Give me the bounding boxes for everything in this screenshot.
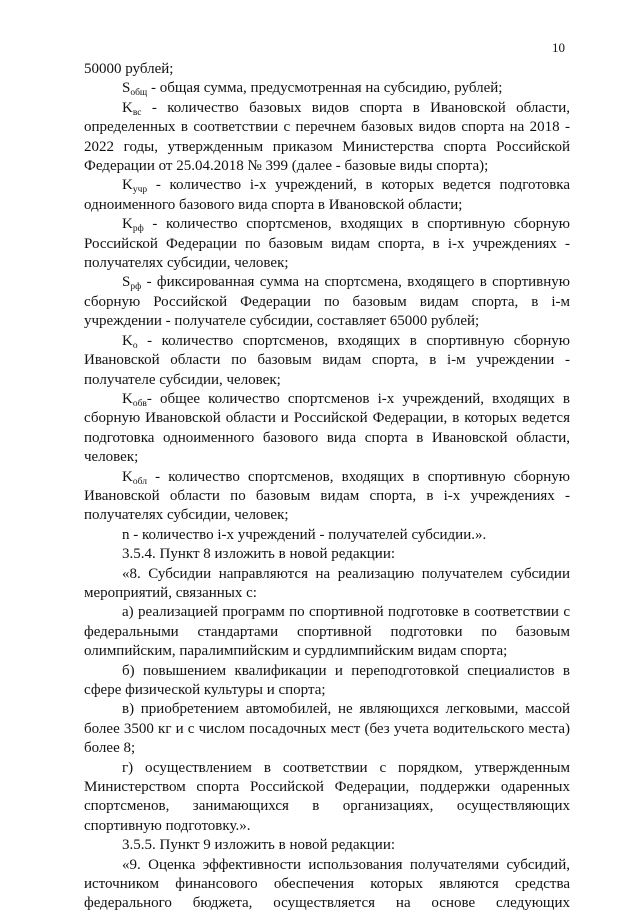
paragraph <box>84 60 570 79</box>
paragraph-text: K <box>122 216 133 233</box>
paragraph <box>84 332 570 390</box>
paragraph-text: «8. Субсидии направляются на реализацию получателем субсидии мероприятий, связанных с: <box>84 565 570 601</box>
paragraph <box>84 526 570 545</box>
paragraph <box>84 468 570 526</box>
paragraph <box>84 273 570 331</box>
paragraph <box>84 545 570 564</box>
paragraph-text: - количество спортсменов, входящих в спортивную сборную Ивановской области по базовым видам спорта, в i-м учреждении - получателе субсидии, человек; <box>84 332 570 388</box>
paragraph-text: а) реализацией программ по спортивной подготовке в соответствии с федеральными стандартами спортивной подготовки по базовым олимпийским, паралимпийским и сурдлимпийским видам спорта; <box>84 604 570 660</box>
paragraph-text: - количество i-х учреждений, в которых ведется подготовка одноименного базового вида спорта в Ивановской области; <box>84 177 570 213</box>
paragraph <box>84 176 570 215</box>
paragraph <box>84 759 570 837</box>
subscript: обв <box>132 398 147 409</box>
paragraph-text: n - количество i-х учреждений - получателей субсидии.». <box>122 526 487 543</box>
paragraph <box>84 79 570 98</box>
paragraph-text: - общее количество спортсменов i-х учреждений, входящих в сборную Ивановской области и Российской Федерации, в которых ведется подготовка одноименного базового вида спорта в Ивановской области, человек; <box>84 390 570 466</box>
paragraph-text: K <box>122 390 133 407</box>
paragraph-text: «9. Оценка эффективности использования получателями субсидий, источником финансового обеспечения которых являются средства федерального бюджета, осуществляется на основе следующих <box>84 856 570 912</box>
paragraph-text: K <box>122 177 133 194</box>
paragraph-text: S <box>122 80 131 97</box>
paragraph-text: - количество базовых видов спорта в Ивановской области, определенных в соответствии с перечнем базовых видов спорта на 2018 - 2022 годы, утвержденным приказом Министерства спорта Российской Федерации от 25.04.2018 № 399 (далее - базовые виды спорта); <box>84 99 570 175</box>
paragraph <box>84 700 570 758</box>
subscript: учр <box>132 185 148 196</box>
paragraph <box>84 662 570 701</box>
paragraph <box>84 565 570 604</box>
subscript: рф <box>130 282 142 293</box>
paragraph-text: - общая сумма, предусмотренная на субсидию, рублей; <box>147 80 503 97</box>
subscript: о <box>132 340 138 351</box>
paragraph-text: г) осуществлением в соответствии с порядком, утвержденным Министерством спорта Российской Федерации, поддержки одаренных спортсменов, занимающихся в организациях, осуществляющих спортивную подготовку.». <box>84 759 570 834</box>
paragraph <box>84 856 570 914</box>
subscript: обл <box>132 476 147 487</box>
paragraph-text: K <box>122 332 133 349</box>
document-body <box>84 60 570 914</box>
paragraph-text: - количество спортсменов, входящих в спортивную сборную Ивановской области по базовым видам спорта, в i-х учреждениях - получателях субсидии, человек; <box>84 468 570 524</box>
subscript: вс <box>132 107 142 118</box>
paragraph-text: - количество спортсменов, входящих в спортивную сборную Российской Федерации по базовым видам спорта, в i-х учреждениях - получателях субсидии, человек; <box>84 216 570 272</box>
paragraph-text: K <box>122 468 133 485</box>
paragraph <box>84 603 570 661</box>
paragraph-text: б) повышением квалификации и переподготовкой специалистов в сфере физической культуры и спорта; <box>84 662 570 698</box>
paragraph-text: 3.5.5. Пункт 9 изложить в новой редакции: <box>122 837 396 854</box>
paragraph-text: S <box>122 274 131 291</box>
paragraph <box>84 215 570 273</box>
paragraph <box>84 99 570 177</box>
paragraph-text: K <box>122 99 133 116</box>
paragraph <box>84 390 570 468</box>
paragraph-text: 50000 рублей; <box>84 61 174 77</box>
paragraph <box>84 836 570 855</box>
paragraph-text: - фиксированная сумма на спортсмена, входящего в спортивную сборную Российской Федерации по базовым видам спорта, в i-м учреждении - получателе субсидии, составляет 65000 рублей; <box>84 274 570 330</box>
subscript: рф <box>132 224 144 235</box>
page-number: 10 <box>552 40 565 55</box>
subscript: общ <box>130 88 148 99</box>
paragraph-text: в) приобретением автомобилей, не являющихся легковыми, массой более 3500 кг и с числом посадочных мест (без учета водительского места) более 8; <box>84 701 570 757</box>
paragraph-text: 3.5.4. Пункт 8 изложить в новой редакции: <box>122 546 396 563</box>
